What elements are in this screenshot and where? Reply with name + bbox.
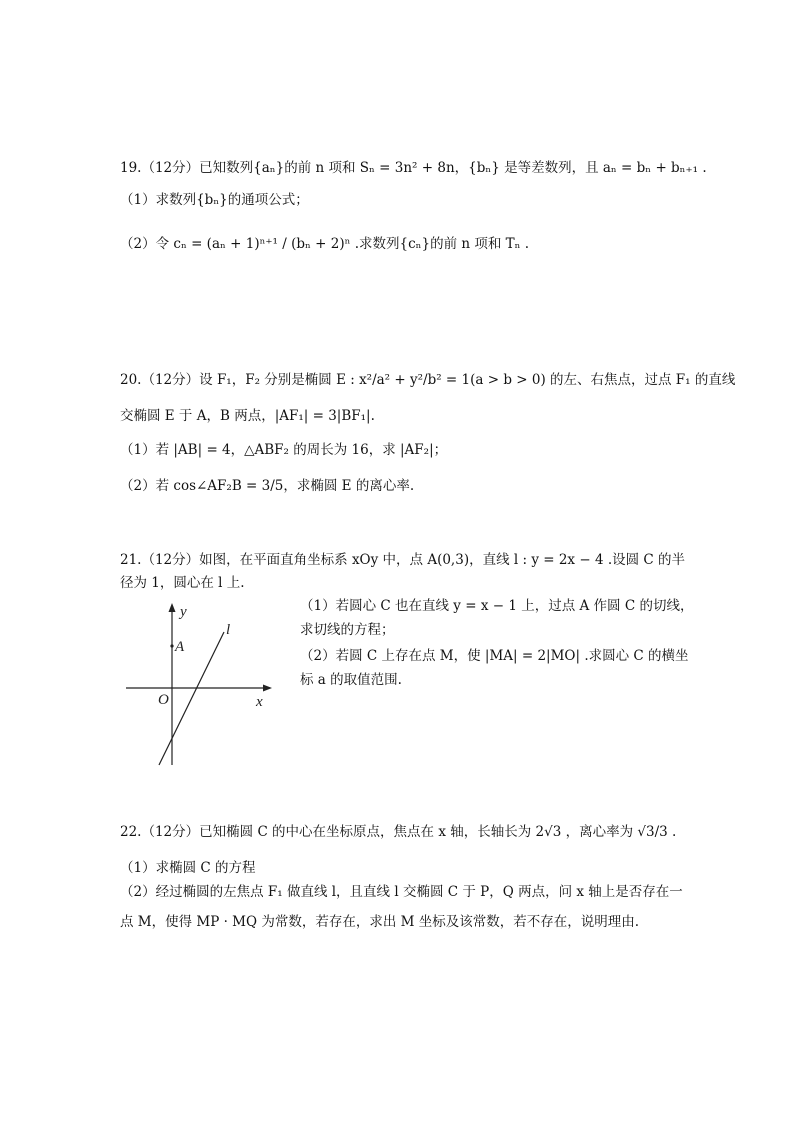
q21-part1-line2: 求切线的方程；: [300, 622, 395, 638]
y-axis-arrow: [169, 603, 176, 612]
q19-part2: （2）令 cₙ = (aₙ + 1)ⁿ⁺¹ / (bₙ + 2)ⁿ .求数列{cₙ}的前 n 项和 Tₙ .: [120, 236, 530, 252]
origin-label: O: [158, 692, 169, 708]
q22-part1: （1）求椭圆 C 的方程: [120, 860, 256, 876]
q20-part1: （1）若 |AB| = 4，△ABF₂ 的周长为 16，求 |AF₂|；: [120, 442, 448, 458]
q20-stem: 20.（12分）设 F₁，F₂ 分别是椭圆 E : x²/a² + y²/b² = 1(a > b > 0) 的左、右焦点，过点 F₁ 的直线: [120, 372, 736, 388]
q21-coordinate-figure: [118, 600, 278, 770]
q21-part1-line1: （1）若圆心 C 也在直线 y = x − 1 上，过点 A 作圆 C 的切线，: [300, 598, 694, 614]
x-axis-arrow: [263, 685, 272, 692]
q22-stem: 22.（12分）已知椭圆 C 的中心在坐标原点，焦点在 x 轴，长轴长为 2√3 ，离心率为 √3/3 .: [120, 824, 677, 840]
q21-part2-line1: （2）若圆 C 上存在点 M，使 |MA| = 2|MO| .求圆心 C 的横坐: [300, 648, 689, 664]
q21-part2-line2: 标 a 的取值范围.: [300, 672, 402, 688]
q21-stem-continued: 径为 1，圆心在 l 上.: [120, 575, 245, 591]
x-axis-label: x: [256, 694, 263, 710]
q22-part2-line1: （2）经过椭圆的左焦点 F₁ 做直线 l，且直线 l 交椭圆 C 于 P，Q 两点，问 x 轴上是否存在一: [120, 884, 683, 900]
q19-part1: （1）求数列{bₙ}的通项公式；: [120, 192, 309, 208]
q21-stem: 21.（12分）如图，在平面直角坐标系 xOy 中，点 A(0,3)，直线 l : y = 2x − 4 .设圆 C 的半: [120, 552, 686, 568]
line-l-label: l: [226, 622, 231, 638]
q19-stem: 19.（12分）已知数列{aₙ}的前 n 项和 Sₙ = 3n² + 8n，{bₙ} 是等差数列，且 aₙ = bₙ + bₙ₊₁ .: [120, 160, 707, 176]
point-a-label: A: [175, 639, 185, 655]
q22-part2-line2: 点 M，使得 MP · MQ 为常数，若存在，求出 M 坐标及该常数，若不存在，说明理由.: [120, 914, 640, 930]
y-axis-label: y: [180, 604, 187, 620]
point-a-marker: [170, 644, 173, 647]
q20-stem-continued: 交椭圆 E 于 A，B 两点，|AF₁| = 3|BF₁|.: [120, 408, 375, 424]
q20-part2: （2）若 cos∠AF₂B = 3/5，求椭圆 E 的离心率.: [120, 478, 415, 494]
